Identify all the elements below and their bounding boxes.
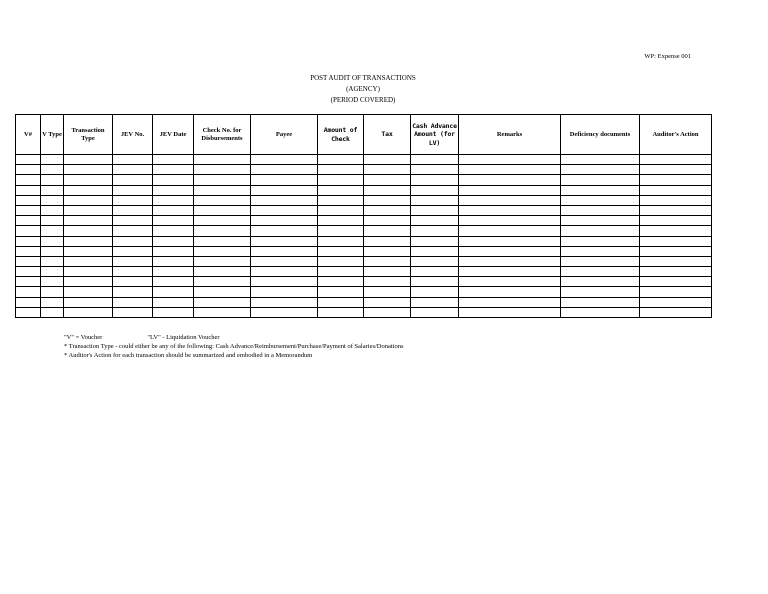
table-cell[interactable]: [251, 277, 318, 287]
table-cell[interactable]: [113, 297, 153, 307]
table-cell[interactable]: [194, 246, 251, 256]
table-cell[interactable]: [411, 307, 459, 317]
table-row: [16, 175, 712, 185]
table-cell[interactable]: [153, 205, 194, 215]
table-cell[interactable]: [16, 185, 41, 195]
table-cell[interactable]: [640, 226, 712, 236]
table-cell[interactable]: [153, 175, 194, 185]
report-title: [0, 73, 726, 106]
table-cell[interactable]: [561, 155, 640, 165]
table-cell[interactable]: [364, 297, 411, 307]
table-cell[interactable]: [640, 195, 712, 205]
table-cell[interactable]: [459, 236, 561, 246]
table-cell[interactable]: [153, 155, 194, 165]
table-cell[interactable]: [640, 155, 712, 165]
table-cell[interactable]: [561, 195, 640, 205]
table-cell[interactable]: [561, 277, 640, 287]
table-cell[interactable]: [41, 165, 64, 175]
table-cell[interactable]: [64, 226, 113, 236]
table-cell[interactable]: [318, 175, 364, 185]
table-cell[interactable]: [153, 277, 194, 287]
table-cell[interactable]: [194, 267, 251, 277]
table-cell[interactable]: [561, 297, 640, 307]
table-row: [16, 155, 712, 165]
col-header-cash-advance-amount: Cash Advance Amount (for LV): [411, 115, 459, 155]
table-cell[interactable]: [16, 277, 41, 287]
legend-liquidation-voucher: "LV" - Liquidation Voucher: [147, 334, 220, 341]
col-header-amount-of-check: Amount of Check: [318, 115, 364, 155]
table-cell[interactable]: [364, 165, 411, 175]
table-cell[interactable]: [153, 226, 194, 236]
table-cell[interactable]: [318, 226, 364, 236]
note-auditors-action: * Auditor's Action for each transaction should be summarized and embodied in a Memorandum: [64, 352, 313, 359]
table-cell[interactable]: [41, 246, 64, 256]
table-cell[interactable]: [318, 267, 364, 277]
table-cell[interactable]: [640, 277, 712, 287]
table-cell[interactable]: [16, 205, 41, 215]
table-cell[interactable]: [459, 307, 561, 317]
table-cell[interactable]: [64, 205, 113, 215]
table-cell[interactable]: [194, 297, 251, 307]
table-cell[interactable]: [459, 175, 561, 185]
table-cell[interactable]: [640, 307, 712, 317]
table-cell[interactable]: [194, 205, 251, 215]
table-cell[interactable]: [113, 216, 153, 226]
table-cell[interactable]: [640, 175, 712, 185]
table-cell[interactable]: [64, 267, 113, 277]
table-cell[interactable]: [364, 155, 411, 165]
col-header-jev-no: JEV No.: [113, 115, 153, 155]
table-cell[interactable]: [561, 267, 640, 277]
table-cell[interactable]: [459, 246, 561, 256]
table-cell[interactable]: [640, 256, 712, 266]
table-row: [16, 277, 712, 287]
table-cell[interactable]: [16, 236, 41, 246]
table-cell[interactable]: [364, 195, 411, 205]
table-cell[interactable]: [318, 256, 364, 266]
table-cell[interactable]: [364, 226, 411, 236]
table-cell[interactable]: [153, 287, 194, 297]
table-row: [16, 297, 712, 307]
table-cell[interactable]: [251, 185, 318, 195]
table-cell[interactable]: [194, 195, 251, 205]
table-cell[interactable]: [16, 307, 41, 317]
table-cell[interactable]: [41, 277, 64, 287]
table-cell[interactable]: [318, 287, 364, 297]
table-cell[interactable]: [113, 195, 153, 205]
table-cell[interactable]: [318, 165, 364, 175]
table-cell[interactable]: [251, 165, 318, 175]
table-cell[interactable]: [64, 175, 113, 185]
table-cell[interactable]: [411, 256, 459, 266]
table-cell[interactable]: [16, 297, 41, 307]
table-cell[interactable]: [459, 165, 561, 175]
table-cell[interactable]: [459, 226, 561, 236]
table-cell[interactable]: [194, 256, 251, 266]
table-cell[interactable]: [640, 216, 712, 226]
table-cell[interactable]: [561, 256, 640, 266]
table-cell[interactable]: [251, 297, 318, 307]
table-cell[interactable]: [411, 236, 459, 246]
table-cell[interactable]: [251, 267, 318, 277]
table-cell[interactable]: [251, 216, 318, 226]
table-cell[interactable]: [153, 256, 194, 266]
table-cell[interactable]: [459, 277, 561, 287]
col-header-voucher-number: V#: [16, 115, 41, 155]
table-cell[interactable]: [251, 226, 318, 236]
table-body: [16, 155, 712, 318]
table-cell[interactable]: [459, 185, 561, 195]
table-cell[interactable]: [364, 246, 411, 256]
table-cell[interactable]: [561, 175, 640, 185]
table-cell[interactable]: [640, 185, 712, 195]
table-cell[interactable]: [411, 287, 459, 297]
table-cell[interactable]: [561, 185, 640, 195]
table-row: [16, 216, 712, 226]
table-cell[interactable]: [41, 226, 64, 236]
table-cell[interactable]: [318, 195, 364, 205]
table-cell[interactable]: [251, 195, 318, 205]
table-cell[interactable]: [411, 277, 459, 287]
table-cell[interactable]: [251, 155, 318, 165]
table-cell[interactable]: [113, 175, 153, 185]
table-cell[interactable]: [194, 155, 251, 165]
transactions-table: [15, 114, 712, 318]
table-row: [16, 267, 712, 277]
table-cell[interactable]: [459, 267, 561, 277]
table-cell[interactable]: [194, 236, 251, 246]
table-cell[interactable]: [16, 226, 41, 236]
note-transaction-type: * Transaction Type - could either be any of the following: Cash Advance/Reimbursement/Purchase/Payment of Salaries/Donations: [64, 343, 404, 350]
table-cell[interactable]: [153, 185, 194, 195]
col-header-jev-date: JEV Date: [153, 115, 194, 155]
table-cell[interactable]: [64, 185, 113, 195]
table-cell[interactable]: [16, 256, 41, 266]
table-cell[interactable]: [153, 297, 194, 307]
table-cell[interactable]: [16, 165, 41, 175]
table-cell[interactable]: [364, 236, 411, 246]
col-header-deficiency-documents: Deficiency documents: [561, 115, 640, 155]
table-cell[interactable]: [64, 277, 113, 287]
table-cell[interactable]: [64, 307, 113, 317]
table-cell[interactable]: [194, 175, 251, 185]
table-cell[interactable]: [194, 307, 251, 317]
table-cell[interactable]: [16, 195, 41, 205]
table-cell[interactable]: [364, 185, 411, 195]
table-cell[interactable]: [459, 256, 561, 266]
table-cell[interactable]: [41, 216, 64, 226]
table-cell[interactable]: [41, 185, 64, 195]
table-cell[interactable]: [411, 246, 459, 256]
table-cell[interactable]: [64, 165, 113, 175]
table-cell[interactable]: [411, 195, 459, 205]
table-cell[interactable]: [113, 246, 153, 256]
table-cell[interactable]: [318, 216, 364, 226]
table-row: [16, 287, 712, 297]
table-cell[interactable]: [251, 175, 318, 185]
table-cell[interactable]: [364, 216, 411, 226]
table-row: [16, 226, 712, 236]
table-cell[interactable]: [16, 155, 41, 165]
table-cell[interactable]: [41, 267, 64, 277]
footnotes: [64, 333, 404, 360]
table-cell[interactable]: [318, 236, 364, 246]
table-row: [16, 307, 712, 317]
table-cell[interactable]: [64, 287, 113, 297]
col-header-check-no: Check No. for Disbursements: [194, 115, 251, 155]
table-cell[interactable]: [251, 287, 318, 297]
table-cell[interactable]: [411, 267, 459, 277]
table-cell[interactable]: [113, 277, 153, 287]
table-cell[interactable]: [16, 175, 41, 185]
table-cell[interactable]: [318, 155, 364, 165]
table-cell[interactable]: [251, 246, 318, 256]
table-cell[interactable]: [16, 216, 41, 226]
table-cell[interactable]: [561, 226, 640, 236]
table-cell[interactable]: [411, 216, 459, 226]
table-cell[interactable]: [411, 155, 459, 165]
table-cell[interactable]: [318, 205, 364, 215]
table-cell[interactable]: [153, 216, 194, 226]
table-cell[interactable]: [41, 205, 64, 215]
legend-voucher: "V" = Voucher: [64, 334, 103, 341]
table-cell[interactable]: [194, 287, 251, 297]
table-cell[interactable]: [113, 165, 153, 175]
table-cell[interactable]: [640, 205, 712, 215]
table-cell[interactable]: [153, 236, 194, 246]
table-cell[interactable]: [64, 297, 113, 307]
table-cell[interactable]: [640, 297, 712, 307]
table-cell[interactable]: [411, 205, 459, 215]
table-cell[interactable]: [41, 307, 64, 317]
table-cell[interactable]: [64, 256, 113, 266]
table-row: [16, 165, 712, 175]
table-cell[interactable]: [251, 236, 318, 246]
table-row: [16, 246, 712, 256]
table-cell[interactable]: [64, 155, 113, 165]
table-cell[interactable]: [561, 236, 640, 246]
col-header-payee: Payee: [251, 115, 318, 155]
table-cell[interactable]: [194, 226, 251, 236]
table-cell[interactable]: [364, 307, 411, 317]
table-cell[interactable]: [194, 165, 251, 175]
table-cell[interactable]: [41, 256, 64, 266]
table-cell[interactable]: [113, 236, 153, 246]
col-header-remarks: Remarks: [459, 115, 561, 155]
table-cell[interactable]: [561, 307, 640, 317]
table-cell[interactable]: [561, 216, 640, 226]
table-cell[interactable]: [113, 226, 153, 236]
col-header-transaction-type: Transaction Type: [64, 115, 113, 155]
table-cell[interactable]: [459, 287, 561, 297]
table-cell[interactable]: [113, 205, 153, 215]
table-cell[interactable]: [411, 185, 459, 195]
table-cell[interactable]: [364, 287, 411, 297]
table-cell[interactable]: [41, 287, 64, 297]
table-cell[interactable]: [41, 297, 64, 307]
table-cell[interactable]: [364, 175, 411, 185]
table-cell[interactable]: [41, 155, 64, 165]
table-row: [16, 236, 712, 246]
col-header-voucher-type: V Type: [41, 115, 64, 155]
table-cell[interactable]: [16, 287, 41, 297]
table-cell[interactable]: [640, 267, 712, 277]
table-cell[interactable]: [16, 267, 41, 277]
working-paper-reference: WP: Expense 001: [644, 53, 691, 60]
table-cell[interactable]: [113, 307, 153, 317]
table-cell[interactable]: [194, 185, 251, 195]
header-row: [16, 115, 712, 155]
table-cell[interactable]: [561, 246, 640, 256]
table-cell[interactable]: [41, 195, 64, 205]
table-cell[interactable]: [640, 165, 712, 175]
table-row: [16, 205, 712, 215]
title-line-agency: (AGENCY): [346, 85, 380, 93]
table-cell[interactable]: [113, 267, 153, 277]
table-cell[interactable]: [64, 246, 113, 256]
col-header-tax: Tax: [364, 115, 411, 155]
table-cell[interactable]: [459, 195, 561, 205]
col-header-auditors-action: Auditor's Action: [640, 115, 712, 155]
table-cell[interactable]: [459, 297, 561, 307]
table-cell[interactable]: [640, 236, 712, 246]
table-cell[interactable]: [251, 307, 318, 317]
table-cell[interactable]: [318, 246, 364, 256]
table-cell[interactable]: [364, 256, 411, 266]
table-cell[interactable]: [318, 277, 364, 287]
table-cell[interactable]: [194, 216, 251, 226]
table-cell[interactable]: [459, 205, 561, 215]
table-cell[interactable]: [153, 307, 194, 317]
table-cell[interactable]: [194, 277, 251, 287]
table-cell[interactable]: [16, 246, 41, 256]
title-line-period: (PERIOD COVERED): [330, 96, 396, 104]
table-cell[interactable]: [364, 277, 411, 287]
table-cell[interactable]: [640, 246, 712, 256]
title-line-main: POST AUDIT OF TRANSACTIONS: [310, 74, 416, 82]
table-cell[interactable]: [64, 195, 113, 205]
table-cell[interactable]: [113, 185, 153, 195]
table-cell[interactable]: [251, 205, 318, 215]
table-cell[interactable]: [64, 216, 113, 226]
table-row: [16, 195, 712, 205]
table-row: [16, 256, 712, 266]
table-cell[interactable]: [561, 205, 640, 215]
table-cell[interactable]: [364, 205, 411, 215]
table-cell[interactable]: [364, 267, 411, 277]
table-cell[interactable]: [113, 256, 153, 266]
table-cell[interactable]: [318, 297, 364, 307]
table-cell[interactable]: [153, 246, 194, 256]
table-cell[interactable]: [41, 236, 64, 246]
legend-line: [64, 333, 404, 342]
table-cell[interactable]: [411, 175, 459, 185]
table-cell[interactable]: [318, 307, 364, 317]
table-cell[interactable]: [318, 185, 364, 195]
table-cell[interactable]: [459, 155, 561, 165]
table-cell[interactable]: [640, 287, 712, 297]
table-cell[interactable]: [41, 175, 64, 185]
table-cell[interactable]: [153, 165, 194, 175]
table-cell[interactable]: [64, 236, 113, 246]
table-row: [16, 185, 712, 195]
table-cell[interactable]: [561, 287, 640, 297]
table-cell[interactable]: [459, 216, 561, 226]
table-cell[interactable]: [153, 195, 194, 205]
table-cell[interactable]: [113, 155, 153, 165]
table-cell[interactable]: [153, 267, 194, 277]
table-cell[interactable]: [251, 256, 318, 266]
table-cell[interactable]: [411, 297, 459, 307]
table-cell[interactable]: [113, 287, 153, 297]
table-cell[interactable]: [561, 165, 640, 175]
table-cell[interactable]: [411, 226, 459, 236]
table-cell[interactable]: [411, 165, 459, 175]
